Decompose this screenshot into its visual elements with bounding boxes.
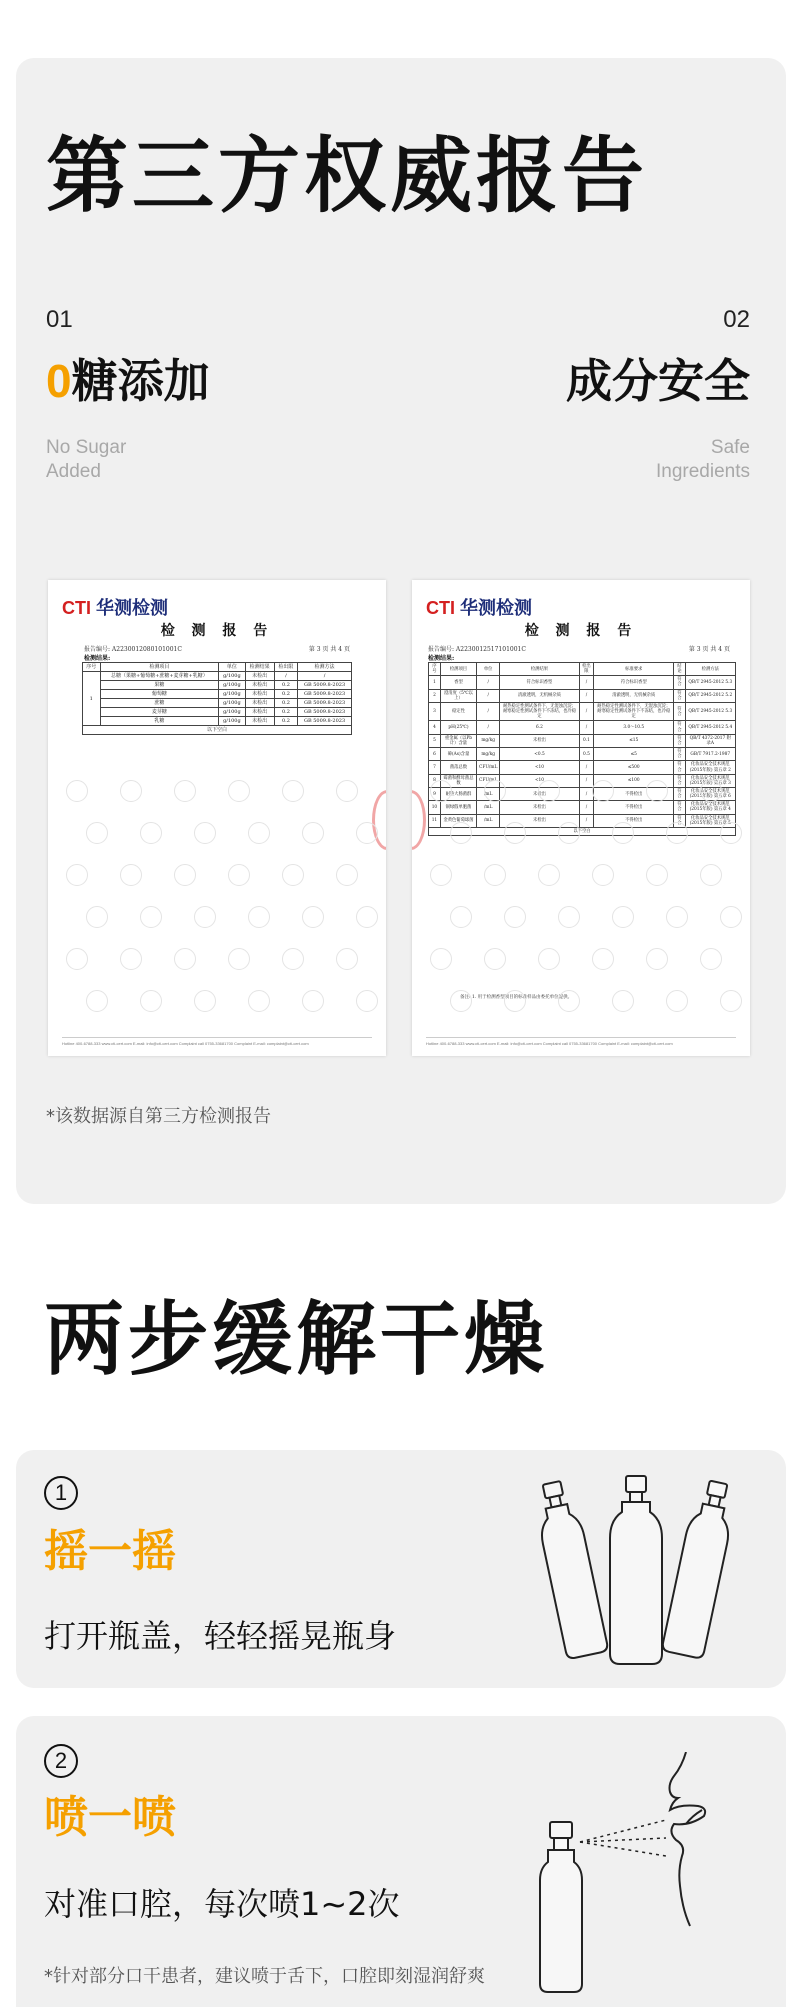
table-cell: mg/kg (477, 748, 500, 761)
table-cell: ≤100 (594, 774, 674, 787)
table-cell: 8 (429, 774, 441, 787)
red-seal-stamp (412, 790, 426, 850)
table-cell: 未检出 (245, 699, 274, 708)
table-cell: / (579, 761, 594, 774)
table-cell: 0.1 (579, 734, 594, 747)
feature-safe-ingredients: 成分安全 (566, 354, 750, 408)
table-row (429, 787, 736, 800)
watermark-circle (538, 864, 560, 886)
table-cell: 果糖 (100, 681, 219, 690)
table-cell: GB/T 7917.2-1987 (685, 748, 735, 761)
table-row (83, 690, 352, 699)
document-results-label: 检测结果: (84, 655, 111, 662)
watermark-circle (336, 864, 358, 886)
watermark-circle (700, 780, 722, 802)
table-cell: 未检出 (245, 708, 274, 717)
table-cell: 0.2 (274, 708, 297, 717)
watermark-circle (66, 948, 88, 970)
table-row (83, 717, 352, 726)
table-row (429, 689, 736, 702)
document-title: 检 测 报 告 (160, 623, 274, 639)
table-cell: 霉菌和酵母菌总数 (440, 774, 476, 787)
document-footer: Hotline 400-6788-333 www.cti-cert.com E-mail: info@cti-cert.com Complaint call 0755-33681700 Complaint E-mail: complaint@cti-cert.com (62, 1037, 372, 1046)
table-cell: 0.2 (274, 699, 297, 708)
table-cell: g/100g (219, 681, 245, 690)
table-row (429, 801, 736, 814)
watermark-circle (194, 906, 216, 928)
steps-section-title: 两步缓解干燥 (44, 1293, 548, 1386)
document-report-number: 报告编号: A2230012517101001C (428, 646, 526, 653)
watermark-circle (282, 864, 304, 886)
table-header-cell: 单位 (477, 663, 500, 676)
step-number-badge: 1 (44, 1476, 78, 1510)
table-cell: <0.5 (500, 748, 579, 761)
table-cell: 0.2 (274, 690, 297, 699)
step-note: *针对部分口干患者，建议喷于舌下，口腔即刻湿润舒爽 (44, 1966, 485, 1987)
watermark-circle (66, 780, 88, 802)
table-cell: 0.2 (274, 681, 297, 690)
watermark-circle (174, 948, 196, 970)
table-cell: ≤500 (594, 761, 674, 774)
no-sugar-accent-zero: 0 (46, 355, 72, 407)
watermark-circle (356, 822, 378, 844)
table-row (83, 699, 352, 708)
no-sugar-label: 糖添加 (71, 354, 210, 408)
table-cell: g/100g (219, 699, 245, 708)
table-row (429, 814, 736, 827)
table-cell: 符合 (674, 721, 685, 734)
table-cell: 符合 (674, 814, 685, 827)
watermark-circle (356, 990, 378, 1012)
table-cell: / (298, 672, 352, 681)
table-header-cell: 检测项目 (440, 663, 476, 676)
watermark-circle (248, 822, 270, 844)
step-title: 摇一摇 (44, 1526, 176, 1577)
watermark-circle (612, 822, 634, 844)
step-number-badge: 2 (44, 1744, 78, 1778)
watermark-circle (120, 780, 142, 802)
sugar-results-table (82, 662, 352, 735)
watermark-circle (356, 906, 378, 928)
table-cell: 未检出 (245, 672, 274, 681)
table-end-cell: 以下空白 (429, 827, 736, 835)
cti-logo: CTI 华测检测 (426, 598, 533, 618)
watermark-circle (120, 864, 142, 886)
table-cell: 重金属（以Pb计）含量 (440, 734, 476, 747)
watermark-circle (646, 948, 668, 970)
watermark-circle (700, 948, 722, 970)
table-cell: 香型 (440, 676, 476, 689)
table-header-cell: 检测方法 (298, 663, 352, 672)
watermark-circle (228, 948, 250, 970)
table-cell: 符合 (674, 689, 685, 702)
table-cell: 6 (429, 748, 441, 761)
watermark-circle (592, 780, 614, 802)
document-page-number: 第 3 页 共 4 页 (688, 646, 730, 653)
table-cell: g/100g (219, 690, 245, 699)
table-cell: 葡萄糖 (100, 690, 219, 699)
table-cell: 0.5 (579, 748, 594, 761)
table-cell: 4 (429, 721, 441, 734)
watermark-circle (558, 990, 580, 1012)
watermark-circle (720, 990, 742, 1012)
watermark-circle (450, 822, 472, 844)
table-cell: / (579, 676, 594, 689)
table-cell: / (579, 787, 594, 800)
table-cell: 化妆品安全技术规范(2015年版) 第五章 4 (685, 801, 735, 814)
table-cell: /mL (477, 787, 500, 800)
table-cell: <10 (500, 761, 579, 774)
table-cell: 耐热稳定性测试条件下，无混浊沉淀；耐寒稳定性测试条件下不冻结，也冷稳定 (500, 702, 579, 720)
report-document-sugar[interactable] (48, 580, 386, 1056)
watermark-circle (248, 906, 270, 928)
watermark-circle (140, 990, 162, 1012)
report-section-title: 第三方权威报告 (46, 129, 649, 224)
cti-logo: CTI 华测检测 (62, 598, 169, 618)
table-cell: 不得检出 (594, 814, 674, 827)
table-cell: / (579, 774, 594, 787)
watermark-circle (194, 822, 216, 844)
table-cell: 清澈透明，无机械杂质 (594, 689, 674, 702)
table-cell: 1 (83, 672, 101, 726)
table-cell: 化妆品安全技术规范(2015年版) 第五章 6 (685, 787, 735, 800)
table-cell: 9 (429, 787, 441, 800)
step-card-shake (16, 1450, 786, 1688)
table-cell: 符合 (674, 801, 685, 814)
watermark-circle (592, 948, 614, 970)
watermark-circle (302, 906, 324, 928)
table-cell: 未检出 (245, 690, 274, 699)
feature-index-left: 01 (46, 306, 73, 333)
table-cell: 总糖（果糖+葡萄糖+蔗糖+麦芽糖+乳糖） (100, 672, 219, 681)
watermark-circle (86, 990, 108, 1012)
watermark-circle (336, 948, 358, 970)
watermark-circle (538, 780, 560, 802)
table-cell: 清澈透明，无机械杂质 (500, 689, 579, 702)
safe-ingredients-english-line1: Safe (710, 437, 750, 458)
table-cell: CFU/mL (477, 761, 500, 774)
table-end-row (83, 726, 352, 735)
table-header-cell: 检测方法 (685, 663, 735, 676)
watermark-circle (504, 906, 526, 928)
table-cell: / (477, 702, 500, 720)
watermark-circle (504, 822, 526, 844)
report-footnote: *该数据源自第三方检测报告 (46, 1106, 271, 1127)
document-footer: Hotline 400-6788-333 www.cti-cert.com E-mail: info@cti-cert.com Complaint call 0755-33681700 Complaint E-mail: complaint@cti-cert.com (426, 1037, 736, 1046)
table-cell: GB 5009.8-2023 (298, 717, 352, 726)
document-remark: 备注: 1. 用于检测香型项目的标准样品由委托单位提供。 (460, 995, 573, 1000)
table-header-cell: 检出限 (274, 663, 297, 672)
table-cell: 10 (429, 801, 441, 814)
table-header-cell: 序号 (429, 663, 441, 676)
report-document-safety[interactable] (412, 580, 750, 1056)
table-cell: GB 5009.8-2023 (298, 690, 352, 699)
table-cell: 符合 (674, 734, 685, 747)
watermark-circle (430, 948, 452, 970)
table-cell: g/100g (219, 672, 245, 681)
document-results-label: 检测结果: (428, 655, 455, 662)
table-cell: / (579, 702, 594, 720)
table-header-cell: 检测结果 (245, 663, 274, 672)
table-cell: 0.2 (274, 717, 297, 726)
document-report-number: 报告编号: A2230012080101001C (84, 646, 182, 653)
table-cell: 化妆品安全技术规范(2015年版) 第五章 3 (685, 774, 735, 787)
watermark-circle (538, 948, 560, 970)
table-cell: / (579, 721, 594, 734)
table-cell: 澄清度（5℃以上） (440, 689, 476, 702)
table-cell: 稳定性 (440, 702, 476, 720)
table-cell: /mL (477, 814, 500, 827)
watermark-circle (140, 822, 162, 844)
table-cell: 符合 (674, 748, 685, 761)
table-cell: 砷(As)含量 (440, 748, 476, 761)
table-cell: 6.2 (500, 721, 579, 734)
watermark-circle (248, 990, 270, 1012)
table-cell: 麦芽糖 (100, 708, 219, 717)
safe-ingredients-english (656, 436, 750, 484)
watermark-circle (228, 780, 250, 802)
watermark-circle (86, 822, 108, 844)
table-cell: ≤15 (594, 734, 674, 747)
watermark-circle (430, 780, 452, 802)
table-header-cell: 结论 (674, 663, 685, 676)
document-title: 检 测 报 告 (524, 623, 638, 639)
table-cell: QB/T 2945-2012 5.3 (685, 676, 735, 689)
table-cell: /mL (477, 801, 500, 814)
table-cell: 未检出 (500, 787, 579, 800)
table-cell: <10 (500, 774, 579, 787)
table-cell: 耐热稳定性测试条件下，无混浊沉淀；耐寒稳定性测试条件下不冻结，也冷稳定 (594, 702, 674, 720)
table-cell: 3.0～10.5 (594, 721, 674, 734)
watermark-circle (302, 822, 324, 844)
table-cell: mg/kg (477, 734, 500, 747)
feature-index-right: 02 (723, 306, 750, 333)
watermark-circle (174, 780, 196, 802)
watermark-circle (700, 864, 722, 886)
table-cell: 蔗糖 (100, 699, 219, 708)
table-cell: / (579, 814, 594, 827)
table-cell: 符合标识香型 (594, 676, 674, 689)
watermark-circle (120, 948, 142, 970)
table-cell: 符合 (674, 676, 685, 689)
table-header-cell: 检出限 (579, 663, 594, 676)
watermark-circle (720, 906, 742, 928)
table-cell: GB 5009.8-2023 (298, 681, 352, 690)
table-cell: / (477, 689, 500, 702)
table-cell: 符合 (674, 702, 685, 720)
watermark-circle (558, 906, 580, 928)
watermark-circle (174, 864, 196, 886)
document-page-number: 第 3 页 共 4 页 (308, 646, 350, 653)
table-cell: GB 5009.8-2023 (298, 708, 352, 717)
table-cell: 2 (429, 689, 441, 702)
table-row (429, 676, 736, 689)
watermark-circle (504, 990, 526, 1012)
table-header-cell: 标准要求 (594, 663, 674, 676)
spray-bottles-illustration (536, 1474, 736, 1668)
table-end-cell: 以下空白 (83, 726, 352, 735)
table-row (429, 702, 736, 720)
watermark-circle (666, 822, 688, 844)
table-cell: 菌落总数 (440, 761, 476, 774)
table-cell: 7 (429, 761, 441, 774)
step-title: 喷一喷 (44, 1792, 176, 1843)
table-cell: g/100g (219, 717, 245, 726)
table-row (83, 708, 352, 717)
step-description: 对准口腔，每次喷1~2次 (44, 1885, 400, 1923)
step-description: 打开瓶盖，轻轻摇晃瓶身 (44, 1617, 397, 1655)
table-row (429, 761, 736, 774)
table-cell: 乳糖 (100, 717, 219, 726)
table-cell: g/100g (219, 708, 245, 717)
watermark-circle (228, 864, 250, 886)
table-cell: 未检出 (245, 681, 274, 690)
table-row (83, 672, 352, 681)
table-cell: 符合标识香型 (500, 676, 579, 689)
table-cell: 不得检出 (594, 787, 674, 800)
table-cell: 未检出 (500, 814, 579, 827)
table-cell: QB/T 2945-2012 5.3 (685, 702, 735, 720)
watermark-circle (720, 822, 742, 844)
safe-ingredients-english-line2: Ingredients (655, 461, 750, 482)
table-cell: 符合 (674, 761, 685, 774)
table-header-cell: 序号 (83, 663, 101, 672)
table-cell: 1 (429, 676, 441, 689)
watermark-circle (282, 948, 304, 970)
safety-results-table (428, 662, 736, 836)
table-cell: 铜绿假单胞菌 (440, 801, 476, 814)
table-header-row (429, 663, 736, 676)
table-cell: ≤5 (594, 748, 674, 761)
table-cell: / (477, 721, 500, 734)
watermark-circle (86, 906, 108, 928)
table-cell: 化妆品安全技术规范(2015年版) 第五章 5 (685, 814, 735, 827)
table-header-cell: 单位 (219, 663, 245, 672)
watermark-circle (484, 780, 506, 802)
table-row (429, 774, 736, 787)
no-sugar-english-line2: Added (46, 461, 101, 482)
table-header-row (83, 663, 352, 672)
watermark-circle (484, 948, 506, 970)
table-cell: pH(25℃) (440, 721, 476, 734)
table-cell: 未检出 (500, 734, 579, 747)
watermark-circle (558, 822, 580, 844)
no-sugar-english-line1: No Sugar (46, 437, 127, 458)
table-cell: 符合 (674, 774, 685, 787)
step-card-spray (16, 1716, 786, 2007)
watermark-circle (484, 864, 506, 886)
watermark-circle (666, 906, 688, 928)
table-cell: 化妆品安全技术规范(2015年版) 第五章 2 (685, 761, 735, 774)
watermark-circle (666, 990, 688, 1012)
no-sugar-english (46, 436, 126, 484)
table-cell: CFU/mL (477, 774, 500, 787)
table-row (429, 748, 736, 761)
watermark-circle (450, 906, 472, 928)
table-cell: 金黄色葡萄球菌 (440, 814, 476, 827)
table-header-cell: 检测结果 (500, 663, 579, 676)
table-row (429, 721, 736, 734)
watermark-circle (140, 906, 162, 928)
table-row (429, 734, 736, 747)
table-cell: 未检出 (500, 801, 579, 814)
table-cell: / (579, 689, 594, 702)
table-cell: 不得检出 (594, 801, 674, 814)
watermark-circle (612, 990, 634, 1012)
table-end-row (429, 827, 736, 835)
watermark-circle (336, 780, 358, 802)
watermark-circle (302, 990, 324, 1012)
watermark-circle (194, 990, 216, 1012)
table-cell: / (477, 676, 500, 689)
table-cell: QB/T 4372-2017 附录A (685, 734, 735, 747)
watermark-circle (646, 780, 668, 802)
table-cell: / (579, 801, 594, 814)
table-cell: 5 (429, 734, 441, 747)
table-header-cell: 检测项目 (100, 663, 219, 672)
watermark-circle (66, 864, 88, 886)
watermark-circle (612, 906, 634, 928)
table-cell: 3 (429, 702, 441, 720)
feature-no-sugar (46, 354, 210, 408)
watermark-circle (282, 780, 304, 802)
table-cell: 11 (429, 814, 441, 827)
table-cell: GB 5009.8-2023 (298, 699, 352, 708)
table-cell: 符合 (674, 787, 685, 800)
watermark-circle (450, 990, 472, 1012)
table-cell: / (274, 672, 297, 681)
spray-into-mouth-illustration (536, 1752, 746, 2002)
table-cell: QB/T 2945-2012 5.2 (685, 689, 735, 702)
watermark-circle (592, 864, 614, 886)
watermark-circle (430, 864, 452, 886)
table-cell: 耐热大肠菌群 (440, 787, 476, 800)
table-cell: QB/T 2945-2012 5.4 (685, 721, 735, 734)
table-row (83, 681, 352, 690)
table-cell: 未检出 (245, 717, 274, 726)
watermark-circle (646, 864, 668, 886)
